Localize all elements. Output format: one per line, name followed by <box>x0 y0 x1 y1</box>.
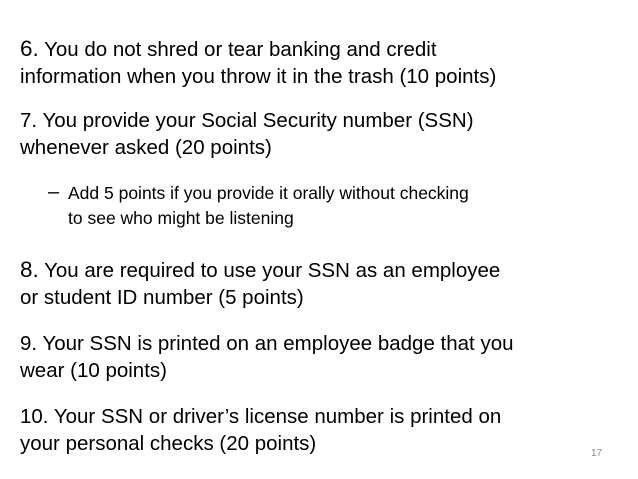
list-item <box>20 403 501 457</box>
item-text-continued: whenever asked (20 points) <box>20 136 272 159</box>
item-text: You are required to use your SSN as an employee <box>44 259 501 282</box>
list-item <box>20 107 474 161</box>
item-number: 9. <box>20 332 38 355</box>
list-item <box>20 330 514 384</box>
item-text: Your SSN is printed on an employee badge that you <box>42 332 514 355</box>
item-text-continued: your personal checks (20 points) <box>20 432 317 455</box>
item-number: 6. <box>20 36 39 61</box>
list-item <box>20 256 500 311</box>
list-item <box>20 35 496 90</box>
item-text-continued: wear (10 points) <box>20 359 167 382</box>
sub-list-item <box>48 181 469 231</box>
item-number: 10. <box>20 405 49 428</box>
item-text: You do not shred or tear banking and credit <box>44 38 437 61</box>
sub-item-text: Add 5 points if you provide it orally without checking <box>68 183 469 203</box>
item-number: 8. <box>20 257 39 282</box>
dash-bullet: – <box>48 181 60 203</box>
item-number: 7. <box>20 109 38 132</box>
item-text-continued: information when you throw it in the trash (10 points) <box>20 65 497 88</box>
sub-item-text-continued: to see who might be listening <box>68 208 294 228</box>
item-text-continued: or student ID number (5 points) <box>20 286 304 309</box>
item-text: Your SSN or driver’s license number is printed on <box>53 405 502 428</box>
item-text: You provide your Social Security number (SSN) <box>42 109 474 132</box>
page-number: 17 <box>591 448 603 459</box>
